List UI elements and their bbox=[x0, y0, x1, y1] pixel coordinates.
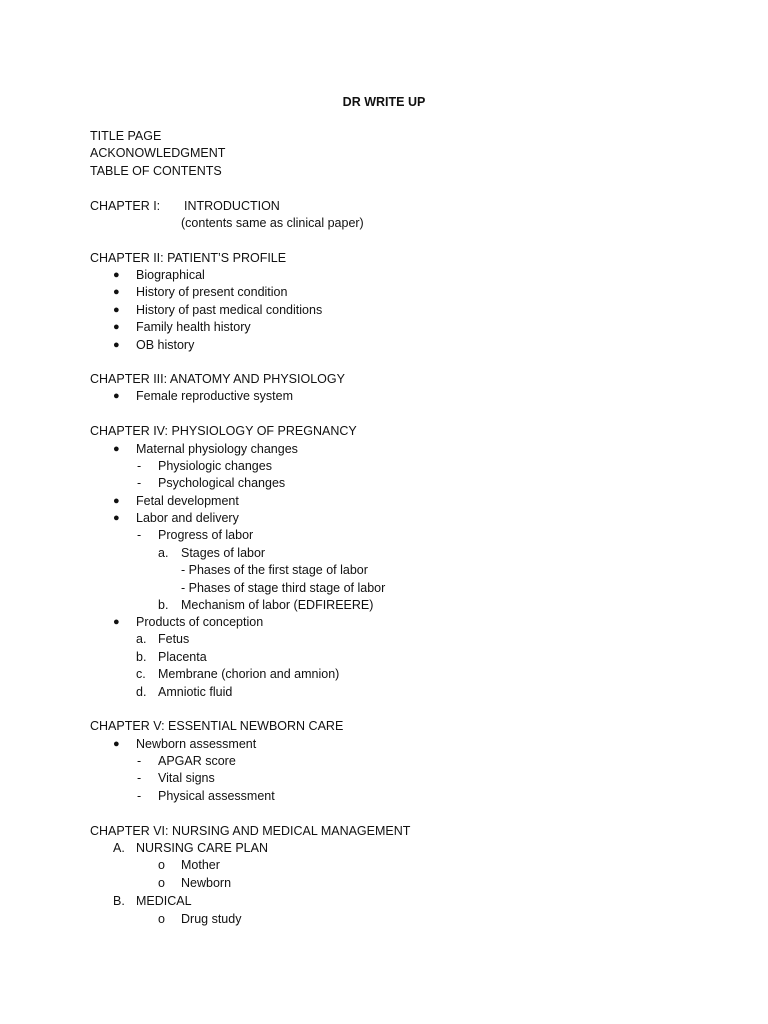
list-item: Maternal physiology changes bbox=[136, 442, 298, 456]
list-item: - Phases of stage third stage of labor bbox=[181, 581, 386, 595]
dash-marker: - bbox=[137, 528, 142, 542]
list-item: Progress of labor bbox=[158, 528, 254, 542]
list-item: Mechanism of labor (EDFIREERE) bbox=[181, 598, 374, 612]
front-matter-table-of-contents: TABLE OF CONTENTS bbox=[90, 164, 222, 178]
bullet-marker: ● bbox=[113, 304, 120, 316]
bullet-marker: ● bbox=[113, 286, 120, 298]
list-item: NURSING CARE PLAN bbox=[136, 841, 268, 855]
list-item: Products of conception bbox=[136, 615, 264, 629]
list-item: Female reproductive system bbox=[136, 389, 294, 403]
chapter-2-heading: CHAPTER II: PATIENT’S PROFILE bbox=[90, 251, 287, 265]
list-item: MEDICAL bbox=[136, 894, 192, 908]
document-title: DR WRITE UP bbox=[342, 95, 426, 109]
list-item: Newborn bbox=[181, 876, 232, 890]
list-item: Amniotic fluid bbox=[158, 685, 233, 699]
chapter-1-note: (contents same as clinical paper) bbox=[181, 216, 364, 230]
chapter-4-heading: CHAPTER IV: PHYSIOLOGY OF PREGNANCY bbox=[90, 424, 357, 438]
list-item: Membrane (chorion and amnion) bbox=[158, 667, 340, 681]
list-item: Fetus bbox=[158, 632, 190, 646]
chapter-3-heading: CHAPTER III: ANATOMY AND PHYSIOLOGY bbox=[90, 372, 345, 386]
letter-marker: c. bbox=[136, 667, 146, 681]
bullet-marker: ● bbox=[113, 339, 120, 351]
letter-marker: d. bbox=[136, 685, 147, 699]
list-item: Placenta bbox=[158, 650, 207, 664]
list-item: Physiologic changes bbox=[158, 459, 272, 473]
dash-marker: - bbox=[137, 771, 142, 785]
bullet-marker: ● bbox=[113, 321, 120, 333]
circle-marker: o bbox=[158, 876, 165, 890]
letter-marker: a. bbox=[136, 632, 147, 646]
list-item: Fetal development bbox=[136, 494, 239, 508]
list-item: Biographical bbox=[136, 268, 205, 282]
letter-marker: b. bbox=[158, 598, 169, 612]
list-item: Stages of labor bbox=[181, 546, 266, 560]
dash-marker: - bbox=[137, 789, 142, 803]
front-matter-title-page: TITLE PAGE bbox=[90, 129, 162, 143]
list-item: History of past medical conditions bbox=[136, 303, 323, 317]
list-item: History of present condition bbox=[136, 285, 288, 299]
bullet-marker: ● bbox=[113, 443, 120, 455]
bullet-marker: ● bbox=[113, 269, 120, 281]
bullet-marker: ● bbox=[113, 616, 120, 628]
bullet-marker: ● bbox=[113, 495, 120, 507]
dash-marker: - bbox=[137, 754, 142, 768]
list-item: - Phases of the first stage of labor bbox=[181, 563, 368, 577]
front-matter-acknowledgment: ACKONOWLEDGMENT bbox=[90, 146, 226, 160]
list-item: APGAR score bbox=[158, 754, 236, 768]
bullet-marker: ● bbox=[113, 390, 120, 402]
list-item: Vital signs bbox=[158, 771, 215, 785]
dash-marker: - bbox=[137, 459, 142, 473]
list-item: Family health history bbox=[136, 320, 251, 334]
circle-marker: o bbox=[158, 912, 165, 926]
list-item: Mother bbox=[181, 858, 220, 872]
letter-marker: b. bbox=[136, 650, 147, 664]
list-item: Labor and delivery bbox=[136, 511, 239, 525]
bullet-marker: ● bbox=[113, 512, 120, 524]
dash-marker: - bbox=[137, 476, 142, 490]
list-item: Newborn assessment bbox=[136, 737, 257, 751]
bullet-marker: ● bbox=[113, 738, 120, 750]
list-item: Physical assessment bbox=[158, 789, 275, 803]
letter-marker: B. bbox=[113, 894, 125, 908]
chapter-1-heading: CHAPTER I: bbox=[90, 199, 161, 213]
letter-marker: A. bbox=[113, 841, 125, 855]
list-item: Drug study bbox=[181, 912, 242, 926]
list-item: OB history bbox=[136, 338, 195, 352]
chapter-1-title: INTRODUCTION bbox=[184, 199, 280, 213]
list-item: Psychological changes bbox=[158, 476, 286, 490]
chapter-5-heading: CHAPTER V: ESSENTIAL NEWBORN CARE bbox=[90, 719, 344, 733]
chapter-6-heading: CHAPTER VI: NURSING AND MEDICAL MANAGEMENT bbox=[90, 824, 411, 838]
circle-marker: o bbox=[158, 858, 165, 872]
letter-marker: a. bbox=[158, 546, 169, 560]
